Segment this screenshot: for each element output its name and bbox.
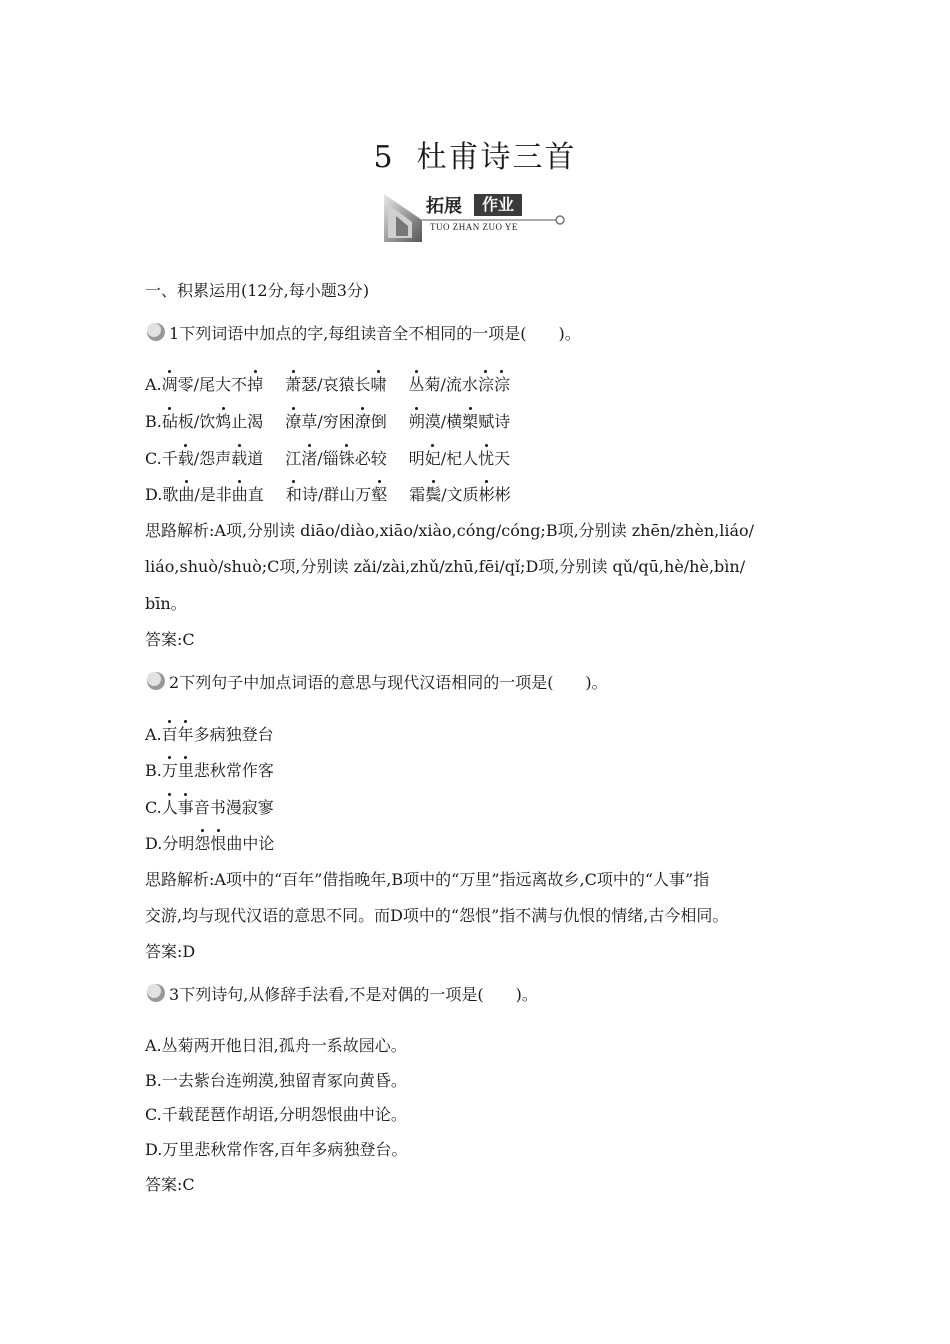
q3-answer: 答案:C	[145, 1175, 195, 1194]
q3-option-d: D.万里悲秋常作客,百年多病独登台。	[145, 1140, 408, 1159]
page-title: 5 杜甫诗三首	[373, 140, 577, 175]
logo-text: 拓展	[426, 196, 462, 217]
q1-option-a: A.凋零/尾大不掉 萧瑟/哀猿长啸 丛菊/流水淙淙	[145, 375, 510, 394]
logo-badge: 作业	[474, 194, 522, 216]
logo-subtitle: TUO ZHAN ZUO YE	[430, 222, 518, 232]
q2-option-a: A.百年多病独登台	[145, 725, 274, 744]
q1-option-d: D.歌曲/是非曲直 和诗/群山万壑 霜鬓/文质彬彬	[145, 485, 511, 504]
question-1: 1下列词语中加点的字,每组读音全不相同的一项是( )。	[145, 321, 581, 344]
q1-option-b: B.砧板/饮鸩止渴 潦草/穷困潦倒 朔漠/横槊赋诗	[145, 412, 511, 431]
q1-analysis: liáo,shuò/shuò;C项,分别读 zǎi/zài,zhǔ/zhū,fēi/qǐ;D项,分别读 qǔ/qū,hè/hè,bìn/	[145, 557, 746, 576]
question-marker-icon	[145, 982, 167, 1004]
section-heading: 一、积累运用(12分,每小题3分)	[145, 281, 370, 300]
q1-option-c: C.千载/怨声载道 江渚/锱铢必较 明妃/杞人忧天	[145, 449, 511, 468]
q2-option-c: C.人事音书漫寂寥	[145, 798, 274, 817]
q1-analysis: 思路解析:A项,分别读 diāo/diào,xiāo/xiào,cóng/cóng;B项,分别读 zhēn/zhèn,liáo/	[145, 521, 755, 540]
q2-answer: 答案:D	[145, 942, 196, 961]
q3-option-a: A.丛菊两开他日泪,孤舟一系故园心。	[145, 1036, 407, 1055]
question-2: 2下列句子中加点词语的意思与现代汉语相同的一项是( )。	[145, 670, 608, 693]
question-marker-icon	[145, 321, 167, 343]
q3-option-c: C.千载琵琶作胡语,分明怨恨曲中论。	[145, 1105, 407, 1124]
q3-option-b: B.一去紫台连朔漠,独留青冢向黄昏。	[145, 1071, 407, 1090]
q1-analysis: bīn。	[145, 594, 187, 613]
question-3: 3下列诗句,从修辞手法看,不是对偶的一项是( )。	[145, 982, 538, 1005]
q2-analysis: 思路解析:A项中的“百年”借指晚年,B项中的“万里”指远离故乡,C项中的“人事”指	[145, 870, 710, 889]
q2-analysis: 交游,均与现代汉语的意思不同。而D项中的“怨恨”指不满与仇恨的情绪,古今相同。	[145, 906, 729, 925]
question-marker-icon	[145, 670, 167, 692]
tuozhan-zuoye-logo	[382, 190, 572, 246]
q2-option-b: B.万里悲秋常作客	[145, 761, 274, 780]
q2-option-d: D.分明怨恨曲中论	[145, 834, 275, 853]
q1-answer: 答案:C	[145, 630, 195, 649]
